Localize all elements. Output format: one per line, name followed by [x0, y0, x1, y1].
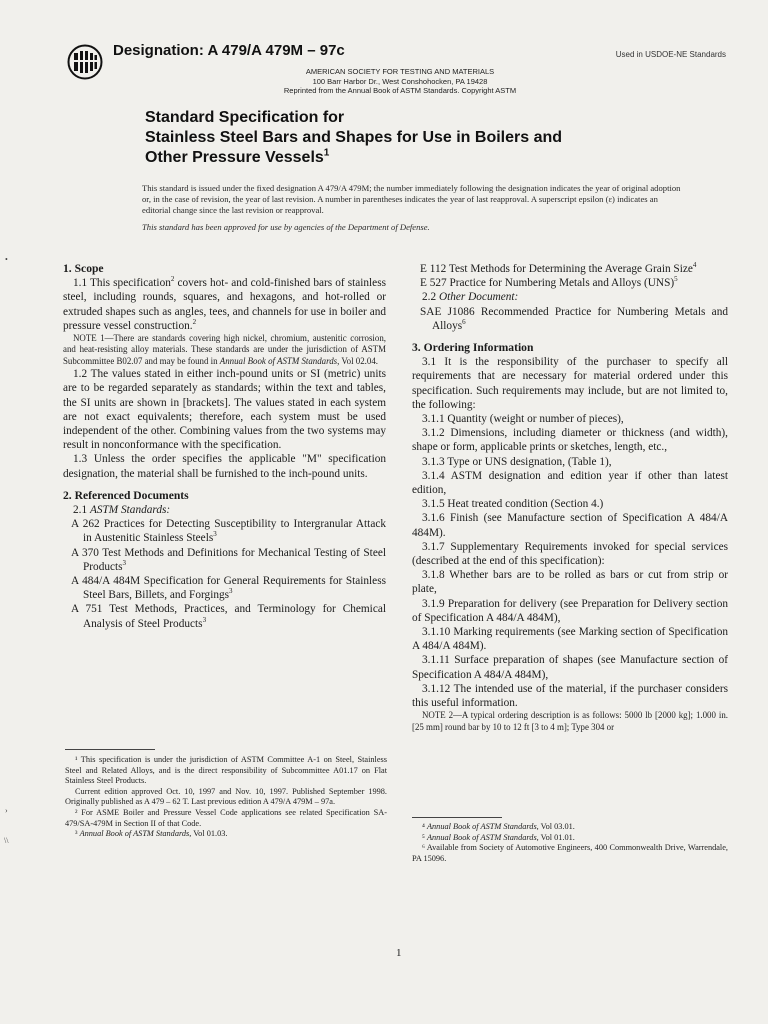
- list-item: 3.1.6 Finish (see Manufacture section of Specification A 484/A 484M).: [412, 512, 728, 539]
- footnote-3: ³ Annual Book of ASTM Standards, Vol 01.03.: [75, 829, 228, 839]
- list-item: 3.1.12 The intended use of the material, if the purchaser considers this useful information.: [412, 682, 728, 710]
- ref-item: A 484/A 484M Specification for General Requirements for Stainless Steel Bars, Billets, and Forgings$^3$: [71, 575, 386, 602]
- document-title: Standard Specification for Stainless Steel Bars and Shapes for Use in Boilers and Other Pressure Vessels$^1$: [145, 109, 563, 166]
- ref-item-e527: E 527 Practice for Numbering Metals and Alloys (UNS)$^5$: [420, 275, 678, 290]
- footnote-4: ⁴ Annual Book of ASTM Standards, Vol 03.01.: [422, 822, 575, 831]
- list-item: 3.1.10 Marking requirements (see Marking section of Specification A 484/A 484M).: [412, 626, 728, 653]
- ref-item: A 751 Test Methods, Practices, and Terminology for Chemical Analysis of Steel Products$^3$: [71, 603, 386, 630]
- paragraph-1-3: 1.3 Unless the order specifies the applicable "M" specification designation, the material shall be furnished to the inch-pound units.: [63, 453, 386, 480]
- reprint-notice: Reprinted from the Annual Book of ASTM Standards. Copyright ASTM: [283, 86, 517, 95]
- used-in-label: Used in USDOE-NE Standards: [615, 50, 726, 59]
- list-item: 3.1.8 Whether bars are to be rolled as bars or cut from strip or plate,: [412, 569, 728, 596]
- footnote-6: ⁶ Available from Society of Automotive Engineers, 400 Commonwealth Drive, Warrendale, PA 15096.: [412, 843, 728, 863]
- note-2: NOTE 2—A typical ordering description is as follows: 5000 lb [2000 kg]; 1.000 in. [25 mm] round bar by 10 to 12 ft [3 to 4 m]; Type 304 or: [412, 710, 728, 732]
- issued-note: This standard is issued under the fixed designation A 479/A 479M; the number immediately following the designation indicates the year of original adoption or, in the case of revision, the year of last revision. A number in parentheses indicates the year of last reapproval. A superscript epsilon (ε) indicates an editorial change since the last revision or reapproval.: [142, 183, 681, 215]
- left-column: [63, 262, 386, 631]
- list-item: 3.1.1 Quantity (weight or number of pieces),: [422, 413, 624, 426]
- list-item: 3.1.9 Preparation for delivery (see Preparation for Delivery section of Specification A 484/A 484M),: [412, 597, 728, 624]
- page-number: 1: [396, 947, 402, 959]
- paragraph-3-1: 3.1 It is the responsibility of the purchaser to specify all requirements that are necessary for material ordered under this specification. Such requirements may include, but are not limited to, the following:: [412, 356, 728, 411]
- subsection-astm-standards: 2.1 ASTM Standards:: [73, 504, 171, 517]
- footnote-5: ⁵ Annual Book of ASTM Standards, Vol 01.01.: [422, 832, 575, 842]
- paragraph-1-1: 1.1 This specification$^2$ covers hot- and cold-finished bars of stainless steel, including rounds, squares, and hexagons, and hot-rolled or extruded shapes such as angles, tees, and channels for use in boiler and pressure vessel construction.$^2$: [63, 275, 386, 332]
- subsection-other-document: 2.2 Other Document:: [422, 291, 519, 304]
- list-item: 3.1.4 ASTM designation and edition year if other than latest edition,: [412, 469, 728, 497]
- list-item: 3.1.3 Type or UNS designation, (Table 1),: [422, 455, 612, 468]
- dod-approval-note: This standard has been approved for use by agencies of the Department of Defense.: [142, 222, 430, 232]
- right-column: [412, 262, 728, 733]
- footnotes-right: [412, 822, 728, 864]
- section-heading-ordering: 3. Ordering Information: [412, 341, 534, 355]
- list-item: 3.1.11 Surface preparation of shapes (see Manufacture section of Specification A 484/A 484M),: [412, 654, 728, 681]
- publisher-block: [200, 67, 600, 96]
- astm-logo-icon: [67, 44, 103, 80]
- note-1: NOTE 1—There are standards covering high nickel, chromium, austenitic corrosion, and heat-resisting alloy materials. These standards are under the jurisdiction of ASTM Subcommittee B02.07 and may be found in Annual Book of ASTM Standards, Vol 02.04.: [63, 333, 386, 366]
- org-address: 100 Barr Harbor Dr., West Conshohocken, PA 19428: [312, 76, 488, 86]
- org-name: AMERICAN SOCIETY FOR TESTING AND MATERIALS: [305, 67, 495, 76]
- document-page: Designation: A 479/A 479M – 97c Used in USDOE-NE Standards AMERICAN SOCIETY FOR TESTING AND MATERIALS 100 Barr Harbor Dr., West Conshohocken, PA 19428 Reprinted from the Annual Book of ASTM Standards. Copyright ASTM Standard Specification for Stainless Steel Bars and Shapes for Use in Boilers and Other Pressure Vessels$^1$ This standard is issued under the fixed designation A 479/A 479M; the number immediately following the designation indicates the year of original adoption or, in the case of revision, the year of last revision. A number in parentheses indicates the year of last reapproval. A superscript epsilon (ε) indicates an editorial change since the last revision or reapproval. This standard has been approved for use by agencies of the Department of Defense. • › \\ 1. Scope 1.1 This specification$^2$ covers hot- and cold-finished bars of stainless steel, including rounds, squares, and hexagons, and hot-rolled or extruded shapes such as angles, tees, and channels for use in boiler and pressure vessel construction.$^2$ NOTE 1—There are standards covering high nickel, chromium, austenitic corrosion, and heat-resisting alloy materials. These standards are under the jurisdiction of ASTM Subcommittee B02.07 and may be found in Annual Book of ASTM Standards, Vol 02.04. 1.2 The values stated in either inch-pound units or SI (metric) units are to be regarded separately as standards; within the text and tables, the SI units are shown in [brackets]. The values stated in each system are not exact equivalents; therefore, each system must be used independent of the other. Combining values from the two systems may result in nonconformance with the specification. 1.3 Unless the order specifies the applicable "M" specification designation, the material shall be furnished to the inch-pound units. 2. Referenced Documents 2.1 ASTM Standards: A 262 Practices for Detecting Susceptibility to Intergranular Attack in Austenitic Stainless Steels$^3$ A 370 Test Methods and Definitions for Mechanical Testing of Steel Products$^3$ A 484/A 484M Specification for General Requirements for Stainless Steel Bars, Billets, and Forgings$^3$ A 751 Test Methods, Practices, and Terminology for Chemical Analysis of Steel Products$^3$ E 112 Test Methods for Determining the Average Grain Size$^4$ E 527 Practice for Numbering Metals and Alloys (UNS)$^5$ 2.2 Other Document: SAE J1086 Recommended Practice for Numbering Metals and Alloys$^6$ 3. Ordering Information 3.1 It is the responsibility of the purchaser to specify all requirements that are necessary for material ordered under this specification. Such requirements may include, but are not limited to, the following: 3.1.1 Quantity (weight or number of pieces), 3.1.2 Dimensions, including diameter or thickness (and width), shape or form, applicable prints or sketches, length, etc., 3.1.3 Type or UNS designation, (Table 1), 3.1.4 ASTM designation and edition year if other than latest edition, 3.1.5 Heat treated condition (Section 4.) 3.1.6 Finish (see Manufacture section of Specification A 484/A 484M). 3.1.7 Supplementary Requirements invoked for special services (described at the end of this specification): 3.1.8 Whether bars are to be rolled as bars or cut from strip or plate, 3.1.9 Preparation for delivery (see Preparation for Delivery section of Specification A 484/A 484M), 3.1.10 Marking requirements (see Marking section of Specification A 484/A 484M). 3.1.11 Surface preparation of shapes (see Manufacture section of Specification A 484/A 484M), 3.1.12 The intended use of the material, if the purchaser considers this useful information. NOTE 2—A typical ordering description is as follows: 5000 lb [2000 kg]; 1.000 in. [25 mm] round bar by 10 to 12 ft [3 to 4 m]; Type 304 or ¹ This specification is under the jurisdiction of ASTM Committee A-1 on Steel, Stainless Steel and Related Alloys, and is the direct responsibility of Subcommittee A01.17 on Flat Stainless Steel Products. Current edition approved Oct. 10, 1997 and Nov. 10, 1997. Published September 1998. Originally published as A 479 – 62 T. Last previous edition A 479/A 479M – 97a. ² For ASME Boiler and Pressure Vessel Code applications see related Specification SA-479/SA-479M in Section II of that Code. ³ Annual Book of ASTM Standards, Vol 01.03. ⁴ Annual Book of ASTM Standards, Vol 03.01. ⁵ Annual Book of ASTM Standards, Vol 01.01. ⁶ Available from Society of Automotive Engineers, 400 Commonwealth Drive, Warrendale, PA 15096. 1: [4, 42, 728, 959]
- section-heading-scope: 1. Scope: [63, 262, 104, 275]
- footnote-rule-right: [412, 817, 502, 818]
- footnotes-left: [65, 755, 387, 840]
- list-item: 3.1.2 Dimensions, including diameter or thickness (and width), shape or form, applicable prints or sketches, length, etc.,: [412, 427, 728, 454]
- paragraph-1-2: 1.2 The values stated in either inch-pound units or SI (metric) units are to be regarded separately as standards; within the text and tables, the SI units are shown in [brackets]. The values stated in each system are not exact equivalents; therefore, each system must be used independent of the other. Combining values from the two systems may result in nonconformance with the specification.: [63, 368, 386, 452]
- ref-item: A 262 Practices for Detecting Susceptibility to Intergranular Attack in Austenitic Stainless Steels$^3$: [71, 518, 386, 545]
- footnote-2: ² For ASME Boiler and Pressure Vessel Code applications see related Specification SA-479/SA-479M in Section II of that Code.: [65, 807, 387, 828]
- footnote-1: ¹ This specification is under the jurisdiction of ASTM Committee A-1 on Steel, Stainless Steel and Related Alloys, and is the direct responsibility of Subcommittee A01.17 on Flat Stainless Steel Products.: [65, 755, 387, 786]
- list-item: 3.1.7 Supplementary Requirements invoked for special services (described at the end of this specification):: [412, 540, 728, 568]
- footnote-1-edition: Current edition approved Oct. 10, 1997 and Nov. 10, 1997. Published September 1998. Originally published as A 479 – 62 T. Last previous edition A 479/A 479M – 97a.: [65, 786, 387, 807]
- list-item: 3.1.5 Heat treated condition (Section 4.): [422, 498, 604, 511]
- ref-item-sae: SAE J1086 Recommended Practice for Numbering Metals and Alloys$^6$: [420, 305, 728, 332]
- footnote-rule-left: [65, 749, 155, 750]
- ref-item-e112: E 112 Test Methods for Determining the Average Grain Size$^4$: [420, 261, 697, 275]
- section-heading-referenced-documents: 2. Referenced Documents: [63, 488, 189, 502]
- ref-item: A 370 Test Methods and Definitions for Mechanical Testing of Steel Products$^3$: [71, 546, 386, 573]
- designation: Designation: A 479/A 479M – 97c: [113, 42, 345, 59]
